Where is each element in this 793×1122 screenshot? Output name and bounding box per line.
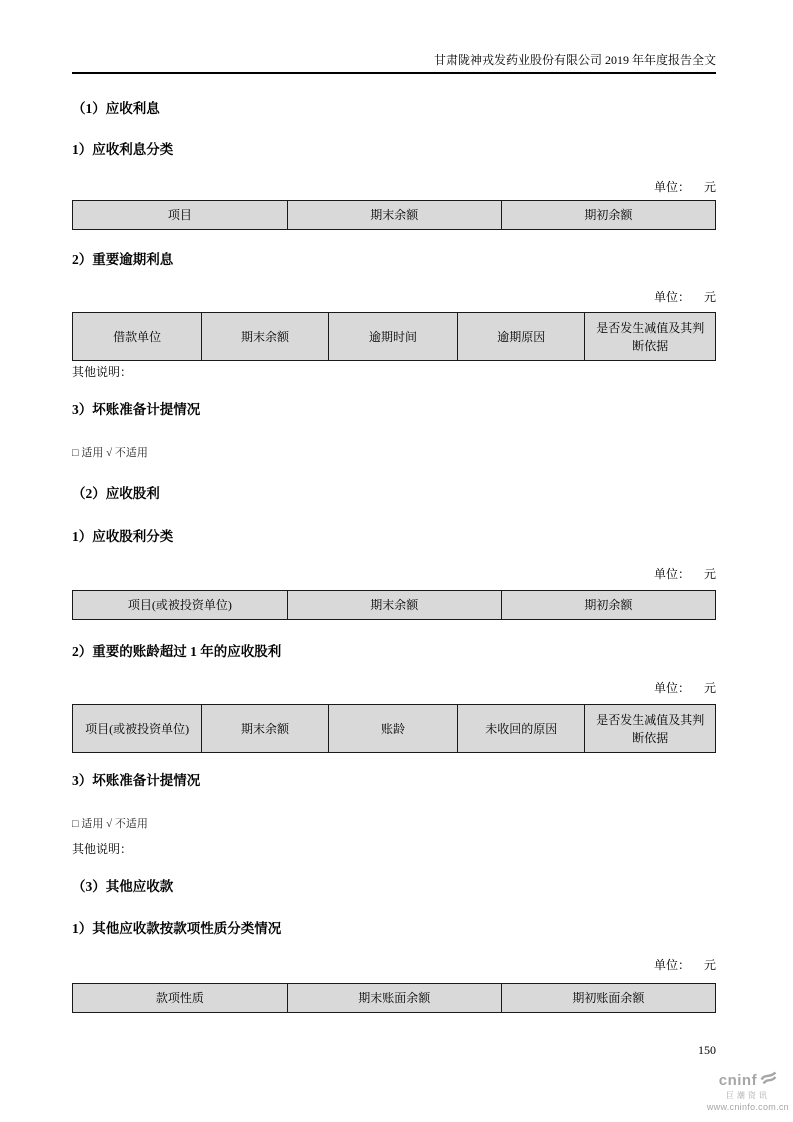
unit-line	[72, 959, 716, 972]
unit-line	[72, 682, 716, 695]
table-header-row	[73, 705, 716, 753]
section-bad-debt-provision-interest: 3）坏账准备计提情况	[72, 402, 201, 417]
col-header-nature: 款项性质	[73, 984, 288, 1013]
page-content	[0, 52, 793, 1057]
unit-value: 元	[703, 681, 716, 695]
col-header-beginning-balance: 期初余额	[501, 201, 715, 230]
col-header-item: 项目	[73, 201, 288, 230]
section-other-receivables-by-nature: 1）其他应收款按款项性质分类情况	[72, 921, 282, 936]
unit-value: 元	[703, 958, 716, 972]
unit-label: 单位：	[653, 958, 690, 972]
unit-value: 元	[703, 290, 716, 304]
table-header-row	[73, 201, 716, 230]
table-header-row	[73, 591, 716, 620]
table-dividend-over-one-year	[72, 704, 716, 753]
unit-value: 元	[703, 180, 716, 194]
unit-label: 单位：	[653, 681, 690, 695]
section-receivable-interest: （1）应收利息	[72, 101, 160, 116]
cninfo-watermark	[707, 1071, 789, 1113]
cninfo-url: www.cninfo.com.cn	[706, 1102, 789, 1112]
section-interest-classification: 1）应收利息分类	[72, 142, 174, 157]
table-overdue-interest	[72, 312, 716, 361]
col-header-ending-book-balance: 期末账面余额	[287, 984, 501, 1013]
col-header-ending-balance: 期末余额	[287, 201, 501, 230]
col-header-aging: 账龄	[328, 705, 457, 753]
unit-label: 单位：	[653, 180, 690, 194]
cninfo-logo-row	[707, 1071, 789, 1090]
section-dividend-over-one-year: 2）重要的账龄超过 1 年的应收股利	[72, 644, 282, 659]
applicability-selection: □ 适用 √ 不适用	[72, 818, 148, 830]
report-title: 甘肃陇神戎发药业股份有限公司 2019 年年度报告全文	[433, 53, 716, 67]
table-header-row	[73, 984, 716, 1013]
col-header-item-or-investee: 项目(或被投资单位)	[73, 591, 288, 620]
section-bad-debt-provision-dividend: 3）坏账准备计提情况	[72, 773, 201, 788]
unit-line	[72, 291, 716, 304]
page-number: 150	[698, 1043, 716, 1057]
section-other-receivables: （3）其他应收款	[72, 879, 174, 894]
cninfo-logo-text: cninf	[718, 1072, 758, 1089]
col-header-borrower: 借款单位	[73, 313, 202, 361]
table-header-row	[73, 313, 716, 361]
running-header	[72, 52, 716, 74]
col-header-impairment-judgement: 是否发生减值及其判断依据	[585, 313, 716, 361]
other-notes-label: 其他说明：	[72, 365, 133, 379]
col-header-overdue-time: 逾期时间	[328, 313, 457, 361]
table-dividend-classification	[72, 590, 716, 620]
unit-line	[72, 568, 716, 581]
section-receivable-dividend: （2）应收股利	[72, 486, 160, 501]
col-header-overdue-reason: 逾期原因	[458, 313, 585, 361]
cninfo-chinese-name: 巨潮资讯	[725, 1091, 770, 1100]
col-header-impairment-judgement: 是否发生减值及其判断依据	[585, 705, 716, 753]
col-header-ending-balance: 期末余额	[287, 591, 501, 620]
applicability-selection: □ 适用 √ 不适用	[72, 447, 148, 459]
col-header-beginning-balance: 期初余额	[501, 591, 715, 620]
section-dividend-classification: 1）应收股利分类	[72, 529, 174, 544]
col-header-ending-balance: 期末余额	[202, 313, 329, 361]
other-notes-label: 其他说明：	[72, 842, 133, 856]
section-important-overdue-interest: 2）重要逾期利息	[72, 252, 174, 267]
col-header-item-or-investee: 项目(或被投资单位)	[73, 705, 202, 753]
unit-label: 单位：	[653, 290, 690, 304]
table-interest-classification	[72, 200, 716, 230]
unit-label: 单位：	[653, 567, 690, 581]
unit-value: 元	[703, 567, 716, 581]
cninfo-swoosh-icon	[760, 1071, 777, 1090]
col-header-unrecovered-reason: 未收回的原因	[458, 705, 585, 753]
col-header-beginning-book-balance: 期初账面余额	[501, 984, 715, 1013]
unit-line	[72, 181, 716, 194]
col-header-ending-balance: 期末余额	[202, 705, 329, 753]
table-other-receivables-by-nature	[72, 983, 716, 1013]
